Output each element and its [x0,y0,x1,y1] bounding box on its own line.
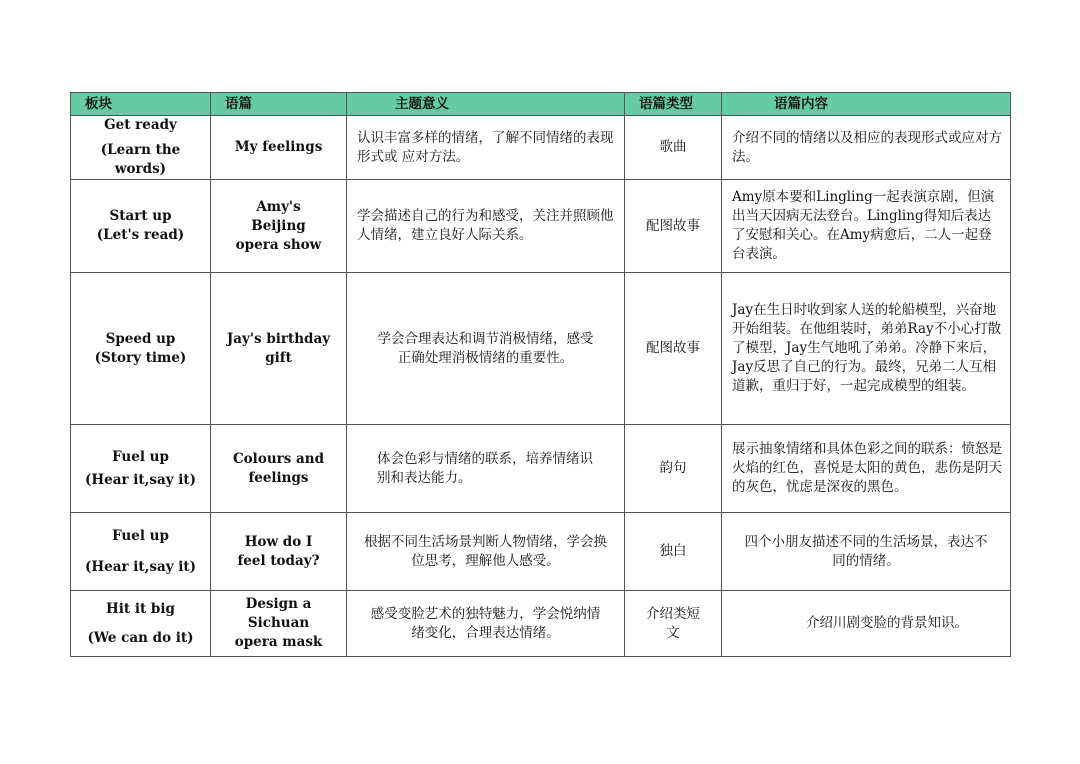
type-cell: 配图故事 [625,180,722,273]
content-cell: 展示抽象情绪和具体色彩之间的联系：愤怒是火焰的红色，喜悦是太阳的黄色，悲伤是阴天的灰色，忧虑是深夜的黑色。 [722,425,1011,513]
section-subtitle: (Hear it,say it) [85,471,196,488]
header-content: 语篇内容 [722,93,1011,116]
table-row [71,425,1011,513]
section-cell [71,425,211,513]
content-table [70,92,1011,657]
header-meaning: 主题意义 [347,93,625,116]
meaning-cell: 学会描述自己的行为和感受，关注并照顾他人情绪，建立良好人际关系。 [347,180,625,273]
meaning-cell: 认识丰富多样的情绪，了解不同情绪的表现形式或 应对方法。 [347,116,625,180]
content-cell: 介绍川剧变脸的背景知识。 [722,591,1011,657]
text-cell: Design a Sichuan opera mask [211,591,347,657]
content-cell: 介绍不同的情绪以及相应的表现形式或应对方法。 [722,116,1011,180]
meaning-cell: 感受变脸艺术的独特魅力，学会悦纳情绪变化，合理表达情绪。 [347,591,625,657]
header-text: 语篇 [211,93,347,116]
table-row [71,591,1011,657]
type-cell: 独白 [625,513,722,591]
section-name: Start up [109,208,172,224]
section-cell [71,180,211,273]
section-cell [71,591,211,657]
table-row [71,116,1011,180]
header-section: 板块 [71,93,211,116]
section-subtitle: (Hear it,say it) [85,558,196,575]
text-cell: How do I feel today? [211,513,347,591]
text-cell: Jay's birthday gift [211,273,347,425]
text-cell: My feelings [211,116,347,180]
type-cell: 韵句 [625,425,722,513]
content-cell: 四个小朋友描述不同的生活场景，表达不同的情绪。 [722,513,1011,591]
section-name: Fuel up [112,448,169,465]
section-subtitle: (Story time) [94,349,187,366]
section-cell [71,273,211,425]
table-row [71,180,1011,273]
meaning-cell: 根据不同生活场景判断人物情绪，学会换位思考，理解他人感受。 [347,513,625,591]
content-cell: Amy原本要和Lingling一起表演京剧，但演出当天因病无法登台。Lingling得知后表达了安慰和关心。在Amy病愈后，二人一起登台表演。 [722,180,1011,273]
table-row [71,273,1011,425]
section-subtitle: (Let's read) [96,227,185,243]
section-cell [71,513,211,591]
type-cell: 配图故事 [625,273,722,425]
meaning-cell: 学会合理表达和调节消极情绪，感受正确处理消极情绪的重要性。 [347,273,625,425]
meaning-cell: 体会色彩与情绪的联系，培养情绪识别和表达能力。 [347,425,625,513]
section-name: Speed up [105,330,176,347]
header-type: 语篇类型 [625,93,722,116]
type-cell: 歌曲 [625,116,722,180]
section-subtitle: (Learn the words) [100,142,181,177]
section-name: Get ready [104,117,177,133]
text-cell: Amy's Beijing opera show [211,180,347,273]
section-name: Hit it big [106,600,175,617]
section-cell [71,116,211,180]
table-header-row [71,93,1011,116]
content-cell: Jay在生日时收到家人送的轮船模型，兴奋地开始组装。在他组装时，弟弟Ray不小心打散了模型，Jay生气地吼了弟弟。冷静下来后，Jay反思了自己的行为。最终，兄弟二人互相道歉，重归于好，一起完成模型的组装。 [722,273,1011,425]
section-name: Fuel up [112,527,169,544]
section-subtitle: (We can do it) [87,629,194,646]
type-cell: 介绍类短文 [625,591,722,657]
table-row [71,513,1011,591]
text-cell: Colours and feelings [211,425,347,513]
